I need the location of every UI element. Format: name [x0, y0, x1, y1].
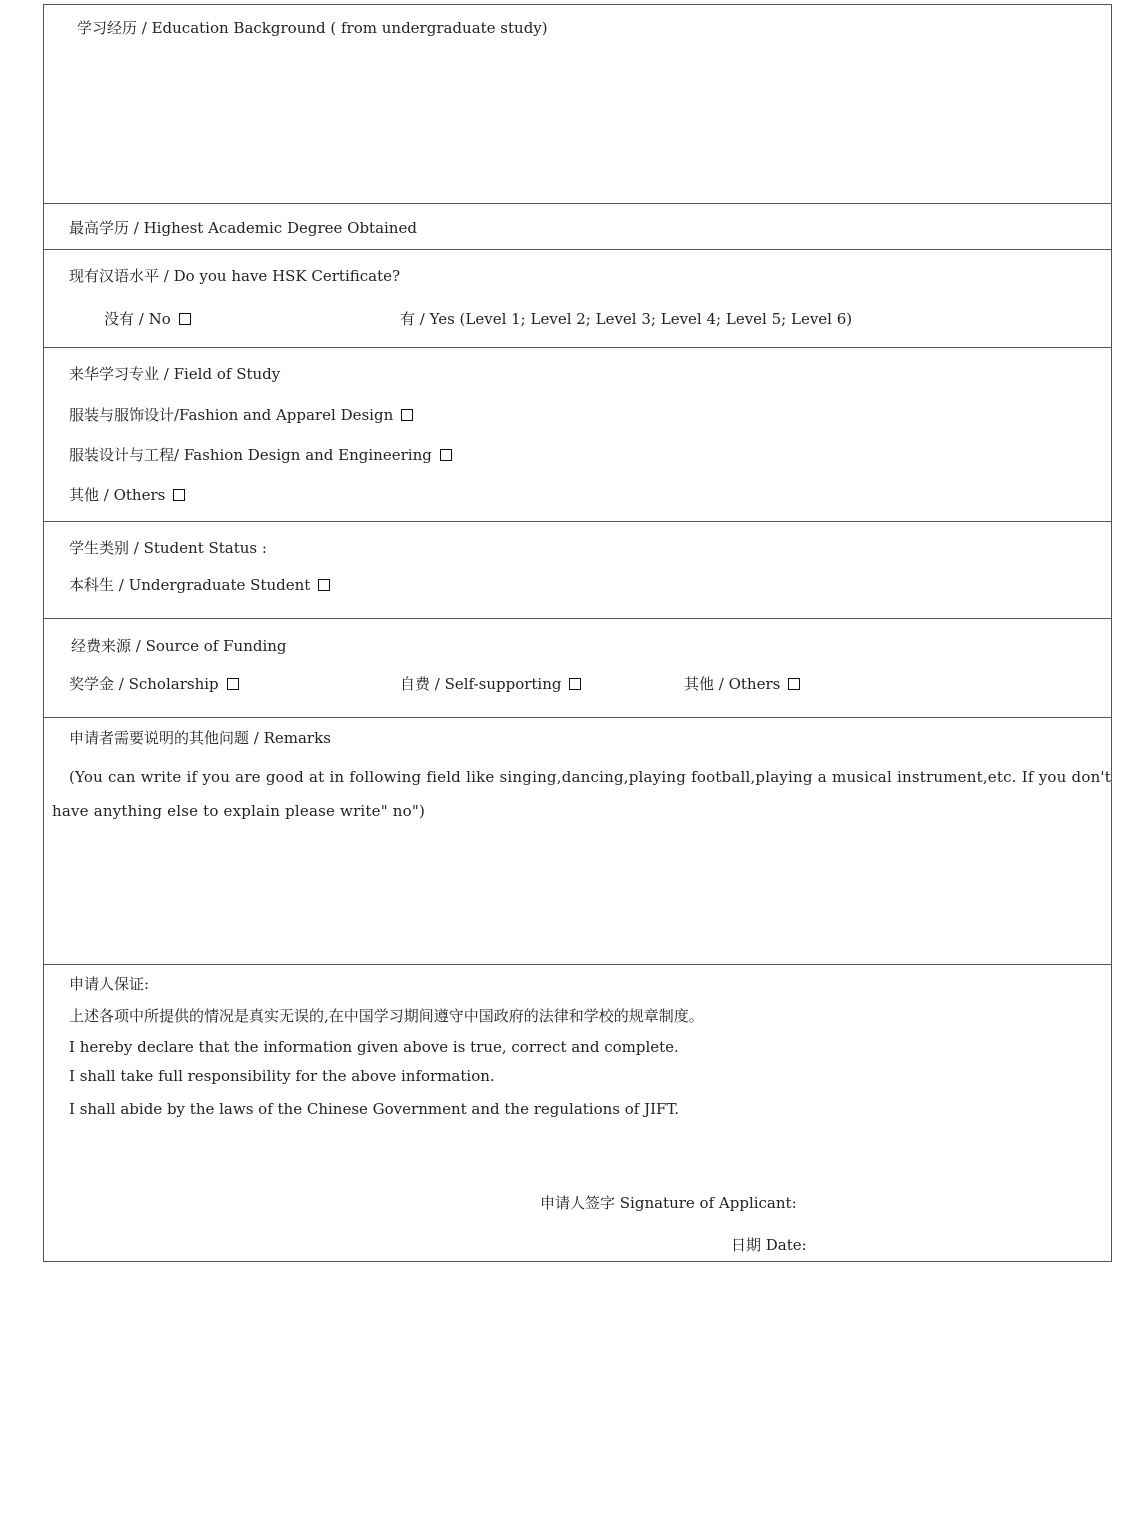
funding-option-label: 奖学金 / Scholarship: [69, 675, 219, 693]
field-fashion-engineering-checkbox[interactable]: [440, 449, 452, 461]
application-form: [43, 4, 1112, 1262]
status-option-label: 本科生 / Undergraduate Student: [69, 576, 311, 594]
field-of-study-section: [44, 347, 1111, 521]
declaration-line: 上述各项中所提供的情况是真实无误的,在中国学习期间遵守中国政府的法律和学校的规章制度。: [69, 1007, 704, 1025]
date-label: 日期 Date:: [731, 1236, 807, 1254]
field-option-fashion-engineering[interactable]: [69, 445, 452, 465]
field-fashion-apparel-checkbox[interactable]: [401, 409, 413, 421]
student-status-section: [44, 521, 1111, 618]
funding-option-self-supporting[interactable]: [400, 674, 581, 694]
student-status-label: 学生类别 / Student Status :: [69, 539, 267, 557]
education-background-label: 学习经历 / Education Background ( from undergraduate study): [77, 19, 548, 37]
funding-option-label: 其他 / Others: [684, 675, 781, 693]
funding-others-checkbox[interactable]: [788, 678, 800, 690]
scholarship-checkbox[interactable]: [227, 678, 239, 690]
signature-label: 申请人签字 Signature of Applicant:: [540, 1194, 797, 1212]
field-others-checkbox[interactable]: [173, 489, 185, 501]
funding-label: 经费来源 / Source of Funding: [71, 637, 287, 655]
hsk-section: [44, 249, 1111, 347]
field-option-label: 服装与服饰设计/Fashion and Apparel Design: [69, 406, 394, 424]
funding-option-label: 自费 / Self-supporting: [400, 675, 562, 693]
declaration-title: 申请人保证:: [69, 975, 150, 993]
funding-option-others[interactable]: [684, 674, 800, 694]
remarks-instructions: (You can write if you are good at in following field like singing,dancing,playing football,playing a musical instrument,etc. If you don't have anything else to explain please write" no"): [52, 768, 1111, 820]
highest-degree-section: [44, 203, 1111, 249]
hsk-no-checkbox[interactable]: [179, 313, 191, 325]
field-option-label: 其他 / Others: [69, 486, 166, 504]
declaration-line: I shall take full responsibility for the above information.: [69, 1067, 495, 1085]
declaration-section: [44, 964, 1111, 1261]
field-option-fashion-apparel[interactable]: [69, 405, 413, 425]
hsk-label: 现有汉语水平 / Do you have HSK Certificate?: [69, 267, 401, 285]
hsk-no-label: 没有 / No: [104, 310, 171, 328]
declaration-line: I shall abide by the laws of the Chinese Government and the regulations of JIFT.: [69, 1100, 680, 1118]
remarks-label: 申请者需要说明的其他问题 / Remarks: [69, 729, 331, 747]
education-background-section: [44, 5, 1111, 203]
hsk-yes-label[interactable]: 有 / Yes (Level 1; Level 2; Level 3; Level 4; Level 5; Level 6): [400, 310, 853, 328]
status-option-undergraduate[interactable]: [69, 575, 330, 595]
remarks-section: [44, 717, 1111, 964]
self-supporting-checkbox[interactable]: [569, 678, 581, 690]
field-option-label: 服装设计与工程/ Fashion Design and Engineering: [69, 446, 432, 464]
highest-degree-label: 最高学历 / Highest Academic Degree Obtained: [69, 219, 417, 237]
field-of-study-label: 来华学习专业 / Field of Study: [69, 365, 281, 383]
funding-section: [44, 618, 1111, 717]
declaration-line: I hereby declare that the information given above is true, correct and complete.: [69, 1038, 679, 1056]
field-option-others[interactable]: [69, 485, 185, 505]
funding-option-scholarship[interactable]: [69, 674, 239, 694]
hsk-no-option[interactable]: [104, 309, 191, 329]
undergraduate-checkbox[interactable]: [318, 579, 330, 591]
